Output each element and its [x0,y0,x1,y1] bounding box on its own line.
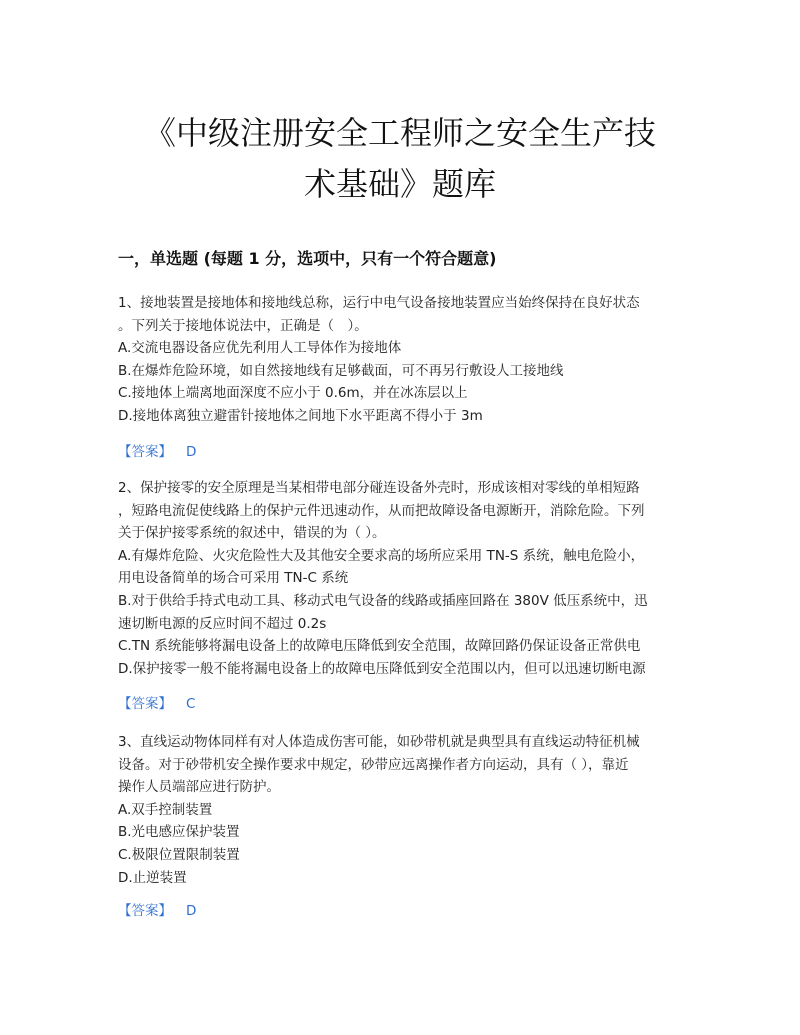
title-line-1: 《中级注册安全工程师之安全生产技 [143,114,656,152]
document-title [110,108,690,210]
option-b-continued: 速切断电源的反应时间不超过 0.2s [118,615,327,632]
option-c: C.接地体上端离地面深度不应小于 0.6m，并在冰冻层以上 [118,385,468,402]
option-a: A.交流电器设备应优先利用人工导体作为接地体 [118,340,402,357]
option-a: A.双手控制装置 [118,801,213,818]
option-a: A.有爆炸危险、火灾危险性大及其他安全要求高的场所应采用 TN-S 系统，触电危险小， [118,547,645,564]
option-b: B.对于供给手持式电动工具、移动式电气设备的线路或插座回路在 380V 低压系统中，迅 [118,592,648,609]
answer-1 [118,441,196,463]
question-stem-line: 3、直线运动物体同样有对人体造成伤害可能，如砂带机就是典型具有直线运动特征机械 [118,734,640,750]
answer-label: 【答案】 [118,696,172,712]
answer-3 [118,900,196,922]
answer-value: D [186,444,197,460]
question-stem-line: 设备。对于砂带机安全操作要求中规定，砂带应远离操作者方向运动，具有（ ），靠近 [118,756,629,773]
option-c: C.TN 系统能够将漏电设备上的故障电压降低到安全范围，故障回路仍保证设备正常供电 [118,638,641,655]
question-stem-line: 关于保护接零系统的叙述中，错误的为（ ）。 [118,525,386,542]
question-2 [118,477,683,680]
question-stem-line: 1、接地装置是接地体和接地线总称，运行中电气设备接地装置应当始终保持在良好状态 [118,295,640,311]
answer-value: D [186,903,197,919]
option-c: C.极限位置限制装置 [118,846,240,863]
answer-2 [118,693,195,715]
question-stem-line: 。下列关于接地体说法中，正确是（ ）。 [118,317,368,334]
option-b: B.在爆炸危险环境，如自然接地线有足够截面，可不再另行敷设人工接地线 [118,362,564,379]
answer-value: C [186,696,196,712]
answer-label: 【答案】 [118,903,172,919]
answer-label: 【答案】 [118,444,172,460]
question-stem-line: 2、保护接零的安全原理是当某相带电部分碰连设备外壳时，形成该相对零线的单相短路 [118,480,640,496]
option-d: D.止逆装置 [118,869,187,886]
question-stem-line: ，短路电流促使线路上的保护元件迅速动作，从而把故障设备电源断开，消除危险。下列 [118,502,645,519]
question-stem-line: 操作人员端部应进行防护。 [118,779,280,796]
option-b: B.光电感应保护装置 [118,824,240,841]
option-d: D.接地体离独立避雷针接地体之间地下水平距离不得小于 3m [118,407,483,424]
option-a-continued: 用电设备简单的场合可采用 TN-C 系统 [118,570,349,587]
question-1 [118,292,683,428]
question-3 [118,731,683,889]
option-d: D.保护接零一般不能将漏电设备上的故障电压降低到安全范围以内，但可以迅速切断电源 [118,660,646,677]
section-heading: 一，单选题 (每题 1 分，选项中，只有一个符合题意) [118,249,497,268]
title-line-2: 术基础》题库 [303,165,496,203]
